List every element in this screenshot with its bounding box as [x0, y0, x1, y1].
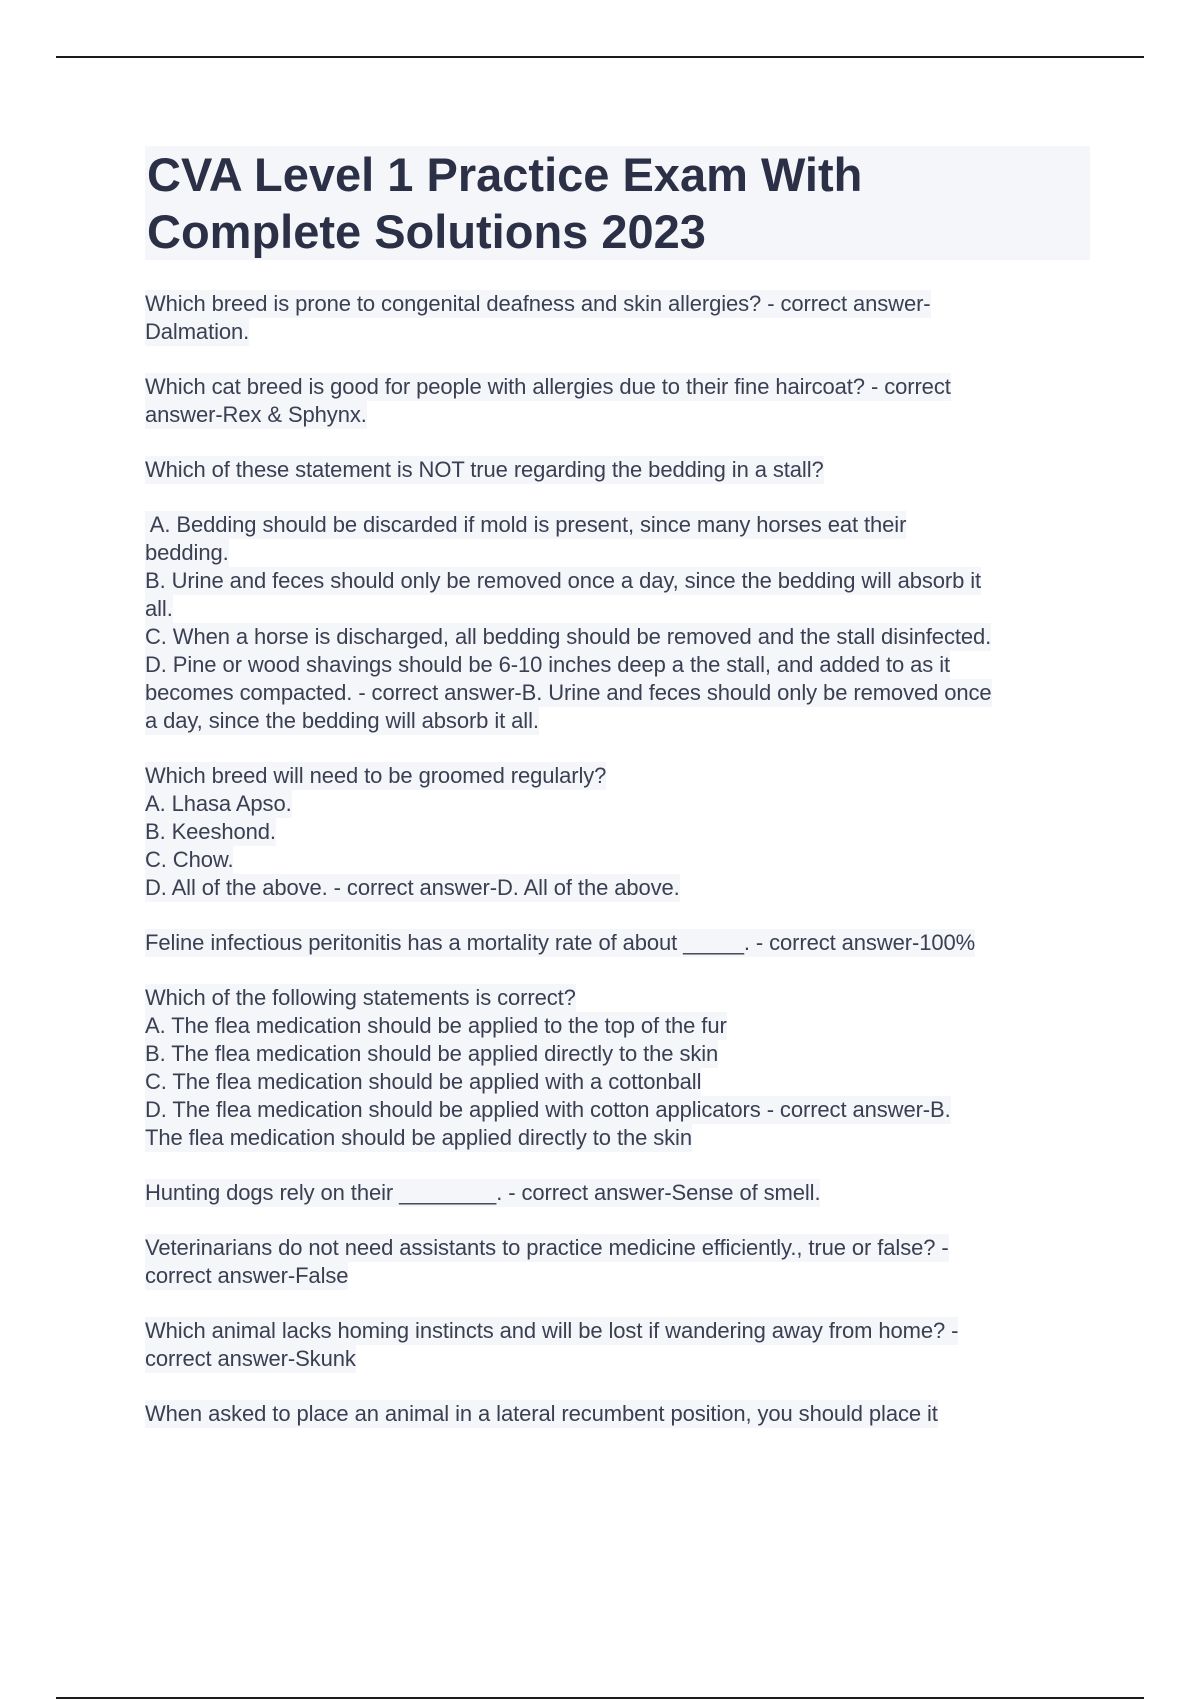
text-line: a day, since the bedding will absorb it all.	[145, 708, 539, 733]
text-line: correct answer-Skunk	[145, 1346, 356, 1371]
text-line: Feline infectious peritonitis has a mortality rate of about _____. - correct answer-100%	[145, 930, 976, 955]
text-line: becomes compacted. - correct answer-B. Urine and feces should only be removed once	[145, 680, 992, 705]
document-title	[145, 146, 1090, 260]
text-line: C. When a horse is discharged, all bedding should be removed and the stall disinfected.	[145, 624, 992, 649]
text-line: Which animal lacks homing instincts and will be lost if wandering away from home? -	[145, 1318, 959, 1343]
top-rule	[56, 56, 1144, 58]
qa-block	[145, 984, 1090, 1152]
text-line: B. Urine and feces should only be removed once a day, since the bedding will absorb it	[145, 568, 982, 593]
qa-block	[145, 1234, 1090, 1290]
text-line: Which of the following statements is correct?	[145, 985, 576, 1010]
qa-block	[145, 1179, 1090, 1207]
qa-block	[145, 373, 1090, 429]
qa-block	[145, 1400, 1090, 1428]
qa-block	[145, 929, 1090, 957]
text-line: D. All of the above. - correct answer-D. All of the above.	[145, 875, 680, 900]
qa-block	[145, 456, 1090, 484]
qa-block	[145, 511, 1090, 735]
qa-block	[145, 762, 1090, 902]
text-line: Which of these statement is NOT true regarding the bedding in a stall?	[145, 457, 824, 482]
qa-block	[145, 290, 1090, 346]
text-line: Veterinarians do not need assistants to practice medicine efficiently., true or false? -	[145, 1235, 949, 1260]
text-line: Which breed will need to be groomed regularly?	[145, 763, 607, 788]
text-line: C. The flea medication should be applied with a cottonball	[145, 1069, 702, 1094]
qa-block	[145, 1317, 1090, 1373]
text-line: Which cat breed is good for people with allergies due to their fine haircoat? - correct	[145, 374, 951, 399]
text-line: A. The flea medication should be applied to the top of the fur	[145, 1013, 727, 1038]
text-line: Hunting dogs rely on their ________. - correct answer-Sense of smell.	[145, 1180, 821, 1205]
text-line: B. The flea medication should be applied directly to the skin	[145, 1041, 719, 1066]
text-line: B. Keeshond.	[145, 819, 276, 844]
title-line: Complete Solutions 2023	[147, 205, 706, 258]
text-line: When asked to place an animal in a lateral recumbent position, you should place it	[145, 1401, 938, 1426]
text-line: D. Pine or wood shavings should be 6-10 inches deep a the stall, and added to as it	[145, 652, 951, 677]
text-line: bedding.	[145, 540, 229, 565]
text-line: Dalmation.	[145, 319, 250, 344]
text-line: D. The flea medication should be applied with cotton applicators - correct answer-B.	[145, 1097, 951, 1122]
text-line: A. Lhasa Apso.	[145, 791, 292, 816]
text-line: The flea medication should be applied directly to the skin	[145, 1125, 692, 1150]
document-body	[145, 146, 1090, 1428]
text-line: correct answer-False	[145, 1263, 349, 1288]
title-line: CVA Level 1 Practice Exam With	[147, 148, 863, 201]
bottom-rule	[56, 1697, 1144, 1699]
text-line: A. Bedding should be discarded if mold is present, since many horses eat their	[145, 512, 907, 537]
text-line: all.	[145, 596, 173, 621]
text-line: C. Chow.	[145, 847, 234, 872]
text-line: Which breed is prone to congenital deafness and skin allergies? - correct answer-	[145, 291, 931, 316]
text-line: answer-Rex & Sphynx.	[145, 402, 367, 427]
